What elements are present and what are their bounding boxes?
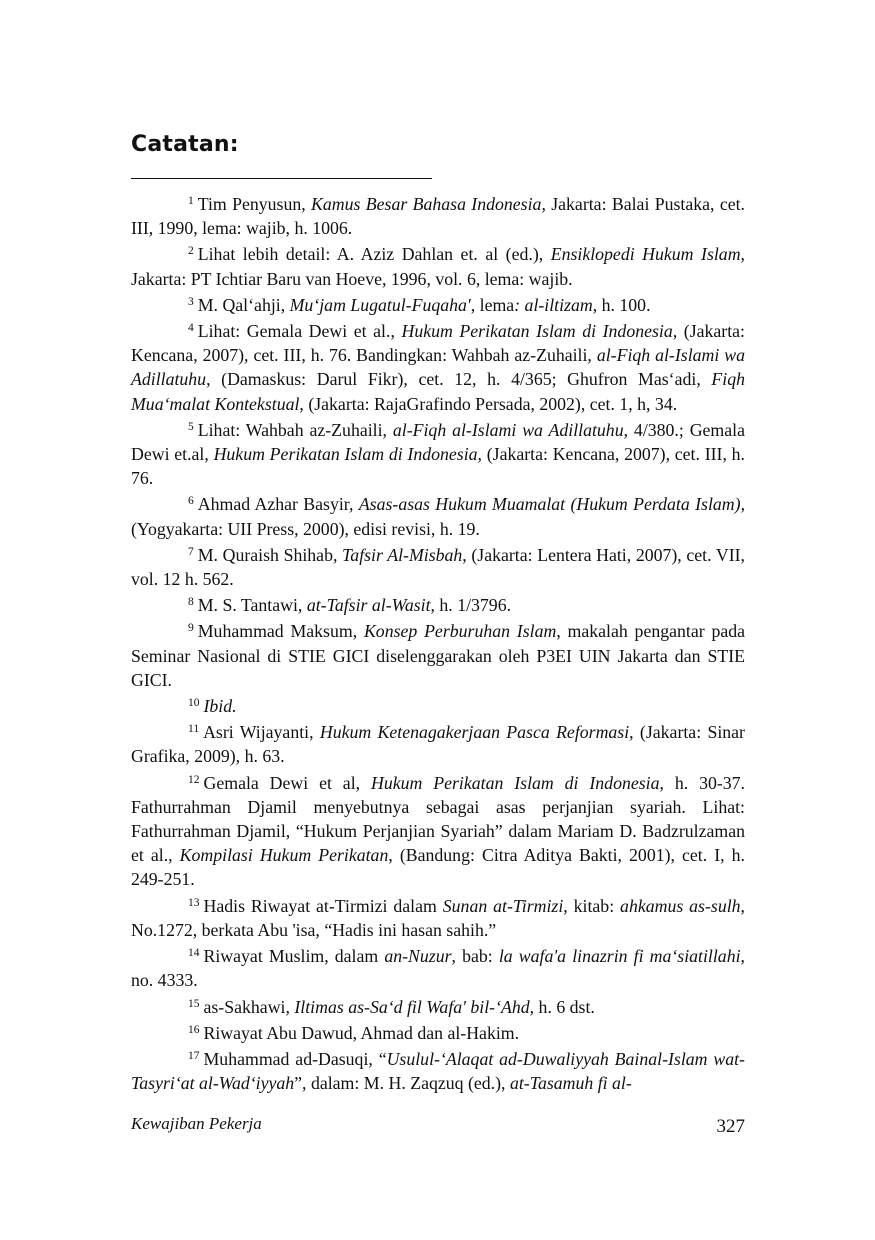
footnote-number: 6 — [188, 495, 194, 508]
footnote-item — [131, 619, 745, 692]
footnote-text: Muhammad Maksum, — [197, 621, 364, 642]
footnote-item — [131, 1021, 745, 1045]
footnote-text: , (Jakarta: Kencana, 2007), cet. III, h. 76. Bandingkan: Wahbah az-Zuhaili, — [131, 321, 745, 366]
footnote-number: 3 — [188, 295, 194, 308]
footnote-title-text: Kamus Besar Bahasa Indonesia — [311, 194, 542, 214]
footnote-text: Lihat: Wahbah az-Zuhaili, — [197, 419, 393, 440]
footnote-item — [131, 894, 745, 942]
footnote-item — [131, 694, 745, 718]
footnote-title-text: Ibid. — [203, 696, 237, 717]
footnote-title-text: la wafa'a linazrin fi ma‘siatillahi — [498, 946, 741, 967]
footnote-title-text: Fiqh Mua‘malat Kontekstual — [131, 369, 745, 414]
footnote-text: M. Qal‘ahji, — [197, 294, 290, 315]
footnote-number: 2 — [188, 245, 194, 258]
footnote-title-text: Usulul-‘Alaqat ad-Duwaliyyah Bainal-Islam wat-Tasyri‘at al-Wad‘iyyah — [131, 1048, 745, 1094]
footnote-number: 9 — [188, 622, 194, 635]
footnote-title-text: Hukum Ketenagakerjaan Pasca Reformasi — [319, 722, 630, 743]
footnote-title-text: Konsep Perburuhan Islam — [363, 621, 557, 642]
footnote-text: , h. 100. — [592, 294, 651, 315]
footnote-title-text: al-Fiqh al-Islami wa Adillatuhu — [131, 345, 745, 390]
footnote-text: , (Bandung: Citra Aditya Bakti, 2001), cet. I, h. 249-251. — [131, 845, 745, 890]
footnote-title-text: Ensiklopedi Hukum Islam — [550, 244, 741, 265]
footnote-title-text: Hukum Perikatan Islam di Indonesia — [213, 444, 478, 465]
footnote-text: as-Sakhawi — [203, 996, 286, 1017]
footnote-text: , h. 1/3796. — [430, 595, 512, 616]
footnote-title-text: an-Nuzur — [384, 946, 452, 967]
footnote-number: 8 — [188, 596, 194, 609]
footnote-number: 16 — [188, 1023, 200, 1036]
footnote-text: Tim Penyusun, — [197, 194, 312, 214]
footnote-item — [131, 492, 745, 540]
footnote-title-text: at-Tafsir al-Wasit — [306, 595, 431, 616]
footnote-text: Riwayat Muslim, dalam — [203, 946, 385, 967]
footnote-text: , (Damaskus: Darul Fikr), cet. 12, h. 4/365; Ghufron Mas‘adi, — [206, 369, 712, 390]
footnote-item — [131, 995, 745, 1019]
footnote-number: 5 — [188, 420, 194, 433]
footnote-text: Gemala Dewi et al, — [203, 772, 371, 793]
footnote-text: , h. 30-37. Fathurrahman Djamil menyebutnya sebagai asas perjanjian syariah. Lihat: Fathurrahman Djamil, “Hukum Perjanjian Syariah” dalam Mariam D. Badzrulzaman et al., — [131, 772, 745, 866]
footnote-title-text: Mu‘jam Lugatul-Fuqaha' — [289, 294, 471, 315]
footnote-text: , (Yogyakarta: UII Press, 2000), edisi revisi, h. 19. — [131, 494, 746, 539]
footnote-title-text: Hukum Perikatan Islam di Indonesia — [370, 772, 660, 793]
footnote-number: 10 — [188, 697, 200, 710]
footnote-title-text: Kompilasi Hukum Perikatan — [179, 845, 389, 866]
footnote-number: 14 — [188, 947, 200, 960]
footnote-text: , Jakarta: PT Ichtiar Baru van Hoeve, 1996, vol. 6, lema: wajib. — [131, 244, 745, 289]
footnote-number: 4 — [188, 322, 194, 335]
footnote-item — [131, 720, 745, 768]
footnote-text: M. S. Tantawi, — [197, 595, 307, 616]
footnote-text: , (Jakarta: RajaGrafindo Persada, 2002), cet. 1, h, 34. — [299, 393, 678, 414]
footnote-item — [131, 771, 745, 892]
footnote-item — [131, 319, 745, 416]
footnote-title-text: : al-iltizam — [514, 294, 593, 315]
footnote-title-text: Sunan at-Tirmizi — [442, 895, 564, 916]
footnote-text: Lihat: Gemala Dewi et al., — [197, 321, 402, 342]
footnote-number: 11 — [188, 723, 200, 736]
footnote-text: , (Jakarta: Kencana, 2007), cet. III, h. 76. — [131, 444, 745, 489]
footnote-item — [131, 593, 745, 617]
footnote-title-text: ahkamus as-sulh — [620, 895, 741, 916]
footnote-text: , No.1272, berkata Abu 'isa, “Hadis ini hasan sahih.” — [131, 895, 745, 940]
footnote-number: 7 — [188, 545, 194, 558]
footnote-title-text: , Tafsir Al-Misbah — [332, 544, 463, 565]
footnote-text: , kitab: — [563, 895, 621, 916]
footnote-title-text: Hukum Perikatan Islam di Indonesia — [401, 321, 673, 342]
footnote-text: , lema — [470, 294, 515, 315]
footnote-text: Muhammad ad-Dasuqi, “ — [203, 1048, 387, 1069]
footnote-text: , h. 6 dst. — [529, 996, 595, 1017]
footnote-number: 15 — [188, 997, 200, 1010]
page-number: 327 — [716, 1116, 745, 1137]
footnote-text: Asri Wijayanti, — [203, 722, 320, 743]
footnote-title-text: , Iltimas as-Sa‘d fil Wafa' bil-‘Ahd — [285, 996, 530, 1017]
footnote-item — [131, 242, 745, 290]
footnote-item — [131, 192, 745, 240]
footnote-text: ”, dalam: M. H. Zaqzuq (ed.), — [294, 1073, 510, 1094]
footnote-title-text: Asas-asas Hukum Muamalat (Hukum Perdata Islam) — [358, 494, 741, 515]
footnote-divider — [131, 178, 432, 179]
footnote-text: Riwayat Abu Dawud, Ahmad dan al-Hakim. — [203, 1022, 520, 1043]
footnote-text: Hadis Riwayat at-Tirmizi dalam — [203, 895, 443, 916]
footnotes-list — [131, 192, 745, 1097]
running-footer-title: Kewajiban Pekerja — [131, 1114, 262, 1133]
footnote-item — [131, 944, 745, 992]
footnote-item — [131, 1047, 745, 1095]
footnote-number: 12 — [188, 773, 200, 786]
footnote-text: , bab: — [451, 946, 499, 967]
footnote-number: 1 — [188, 195, 194, 207]
footnote-item — [131, 293, 745, 317]
footnote-number: 13 — [188, 896, 200, 909]
footnote-text: , 4/380.; Gemala Dewi et.al, — [131, 419, 745, 465]
footnote-text: , (Jakarta: Lentera Hati, 2007), cet. VII, vol. 12 h. 562. — [131, 544, 745, 590]
footnote-text: , makalah pengantar pada Seminar Nasional di STIE GICI diselenggarakan oleh P3EI UIN Jakarta dan STIE GICI. — [131, 621, 746, 690]
footnote-text: , Jakarta: Balai Pustaka, cet. III, 1990, lema: wajib, h. 1006. — [131, 194, 745, 239]
footnote-text: , (Jakarta: Sinar Grafika, 2009), h. 63. — [131, 722, 745, 767]
footnote-text: Lihat lebih detail: A. Aziz Dahlan et. al (ed.), — [197, 244, 551, 265]
footnote-title-text: at-Tasamuh fi al- — [509, 1073, 632, 1094]
page-heading: Catatan: — [131, 132, 239, 157]
footnote-title-text: al-Fiqh al-Islami wa Adillatuhu — [392, 419, 624, 440]
footnote-item — [131, 543, 745, 591]
footnote-text: Ahmad Azhar Basyir, — [197, 494, 359, 515]
footnote-text: , no. 4333. — [131, 946, 745, 991]
footnote-number: 17 — [188, 1049, 200, 1062]
footnote-text: M. Quraish Shihab — [197, 544, 333, 565]
footnote-item — [131, 418, 745, 491]
